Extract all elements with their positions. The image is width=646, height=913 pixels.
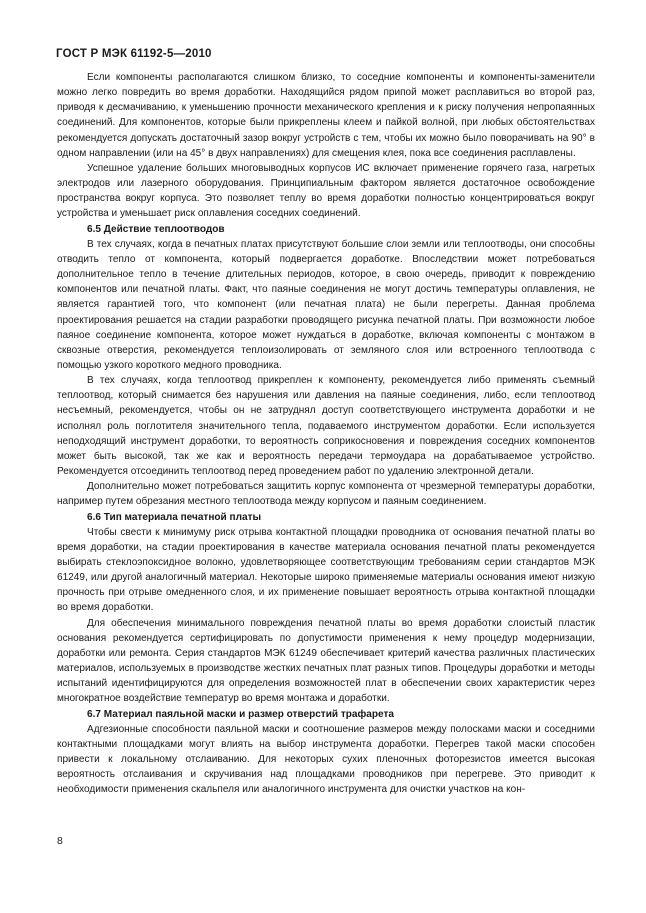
paragraph: В тех случаях, когда в печатных платах присутствуют большие слои земли или теплоотводы, они способны отводить тепло от компонента, который подвергается доработке. Впоследствии может потребоваться дополнительное тепло в течение длительных периодов, которое, в свою очередь, приводит к повреждению компонентов или печатной платы. Факт, что паяные соединения не могут достичь температуры оплавления, не является гарантией того, что компонент (или печатная плата) не были перегреты. Данная проблема проектирования решается на стадии разработки проводящего рисунка печатной платы. При возможности любое паяное соединение компонента, которое может нуждаться в доработке, включая компоненты с монтажом в сквозные отверстия, рекомендуется теплоизолировать от земляного слоя или встроенного теплоотвода с помощью узкого короткого медного проводника. [57,238,595,371]
paragraph: В тех случаях, когда теплоотвод прикреплен к компоненту, рекомендуется либо применять съемный теплоотвод, который снимается без нарушения или давления на паяные соединения, либо, если теплоотвод несъемный, рекомендуется, чтобы он не затруднял доступ соответствующего инструмента доработки и не исполнял роль поглотителя значительного тепла, подаваемого инструментом доработки. Если используется неподходящий инструмент доработки, то вероятность соприкосновения и повреждения соседних компонентов может быть высокой, так же как и вероятность передачи термоудара на дорабатываемое устройство. Рекомендуется отсоединить теплоотвод перед проведением работ по удалению электронной детали. [57,375,595,478]
section-heading: 6.5 Действие теплоотводов [87,223,225,235]
paragraph: Адгезионные способности паяльной маски и соотношение размеров между полосками маски и соседними контактными площадками могут влиять на выбор инструмента доработки. Перегрев такой маски способен привести к локальному отслаиванию. Для некоторых сухих пленочных фоторезистов имеется высокая вероятность отслаивания и скручивания над площадками проводников при перегреве. Это приводит к необходимости применения скальпеля или аналогичного инструмента для очистки участков на кон- [57,723,595,796]
paragraph: Для обеспечения минимального повреждения печатной платы во время доработки слоистый пластик основания рекомендуется сертифицировать по допустимости применения к нему процедур модернизации, доработки или ремонта. Серия стандартов МЭК 61249 обеспечивает критерий качества различных пластических материалов, используемых в производстве жестких печатных плат разных типов. Процедуры доработки и методы испытаний идентифицируются для определения возможностей плат в обеспечении своих характеристик через многократное воздействие температур во время монтажа и доработки. [57,617,595,705]
paragraph: Если компоненты располагаются слишком близко, то соседние компоненты и компоненты-заменители можно легко повредить во время доработки. Находящийся рядом припой может расплавиться во второй раз, приводя к десмачиванию, к уменьшению прочности механического крепления и к риску получения непропаянных соединений. Для компонентов, которые были прикреплены клеем и пайкой волной, при любых обстоятельствах рекомендуется допускать достаточный зазор вокруг устройств с тем, чтобы их можно было поворачивать на 90° в одном направлении (или на 45° в двух направлениях) для смещения клея, пока все соединения расплавлены. [57,72,595,159]
paragraph: Чтобы свести к минимуму риск отрыва контактной площадки проводника от основания печатной платы во время доработки, на стадии проектирования в качестве материала основания печатной платы рекомендуется выбирать стеклоэпоксидное волокно, удовлетворяющее соответствующим требованиям серии стандартов МЭК 61249, или другой аналогичный материал. Некоторые широко применяемые материалы основания имеют низкую прочность при отрыве омедненного слоя, и их применение повышает вероятность отрыва контактной площадки во время доработки. [57,526,595,614]
section-heading: 6.7 Материал паяльной маски и размер отверстий трафарета [87,708,394,720]
document-body [57,70,595,798]
section-heading: 6.6 Тип материала печатной платы [87,511,262,523]
paragraph: Успешное удаление больших многовыводных корпусов ИС включает применение горячего газа, нагретых электродов или лазерного оборудования. Принципиальным фактором является достаточное освобождение пространства вокруг корпуса. Это позволяет теплу во время доработки полностью концентрироваться вокруг устройства и уменьшает риск оплавления соседних соединений. [57,162,595,220]
page-number: 8 [57,835,63,847]
paragraph: Дополнительно может потребоваться защитить корпус компонента от чрезмерной температуры доработки, например путем обрезания местного теплоотвода между корпусом и паяным соединением. [57,481,595,508]
document-header: ГОСТ Р МЭК 61192-5—2010 [56,48,212,60]
